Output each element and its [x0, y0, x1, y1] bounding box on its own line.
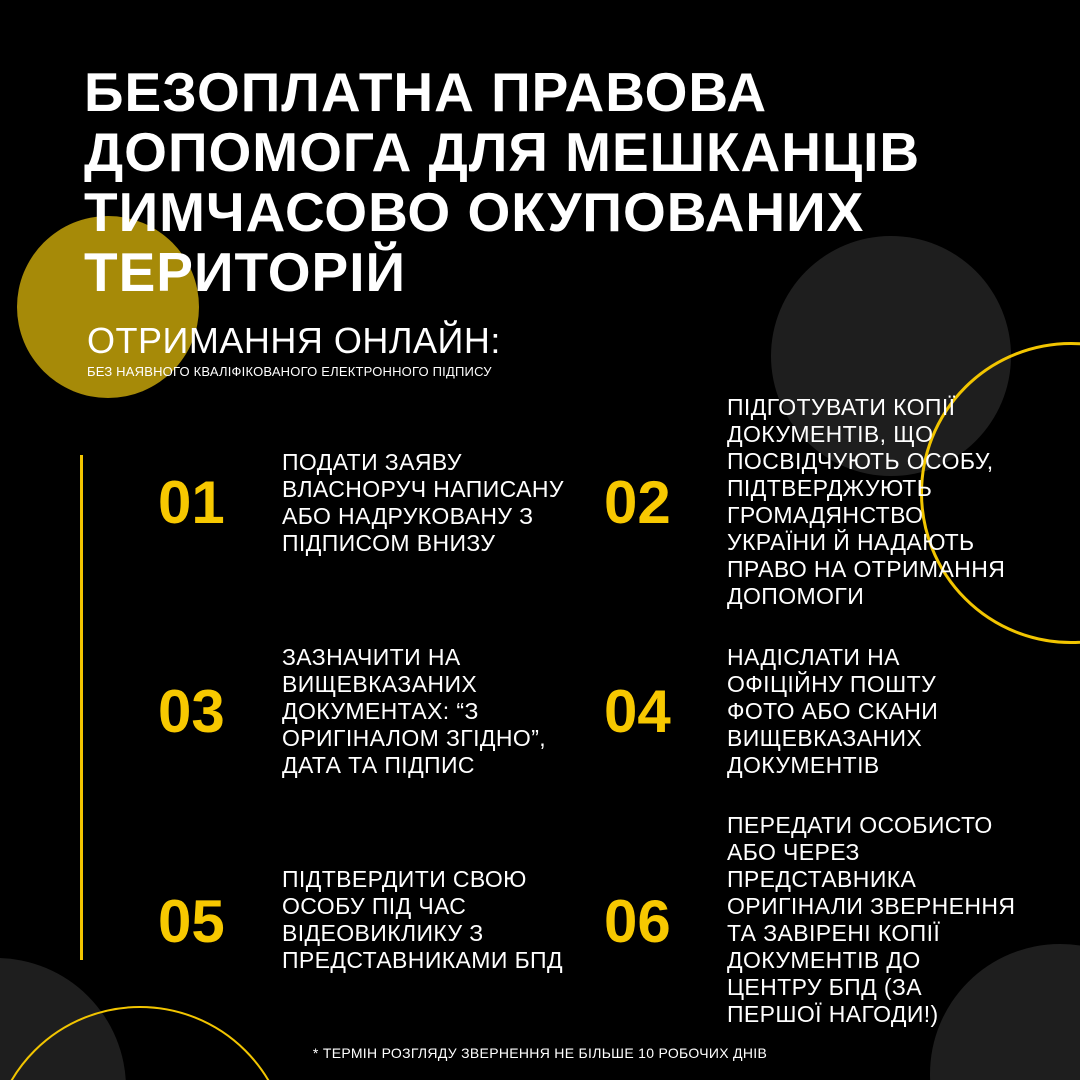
title-line: БЕЗОПЛАТНА ПРАВОВА	[84, 61, 768, 123]
step-text-line: ПІДТВЕРДИТИ СВОЮ	[282, 866, 527, 892]
step-text-line: ПОДАТИ ЗАЯВУ	[282, 449, 462, 475]
step-number: 02	[604, 469, 671, 536]
step-text	[727, 644, 1037, 779]
step-text-line: АБО НАДРУКОВАНУ З	[282, 503, 534, 529]
step-text-line: АБО ЧЕРЕЗ	[727, 839, 860, 865]
step-text-line: ЦЕНТРУ БПД (ЗА	[727, 974, 922, 1000]
step-text-line: ПЕРЕДАТИ ОСОБИСТО	[727, 812, 993, 838]
step-text-line: ДОКУМЕНТІВ, ЩО	[727, 421, 934, 447]
title-line: ДОПОМОГА ДЛЯ МЕШКАНЦІВ	[84, 121, 921, 183]
step-text-line: ПОСВІДЧУЮТЬ ОСОБУ,	[727, 448, 994, 474]
step-text-line: ДОКУМЕНТАХ: “З	[282, 698, 479, 724]
step-text-line: ПРЕДСТАВНИКАМИ БПД	[282, 947, 563, 973]
step-number: 04	[604, 678, 671, 745]
step-text-line: ПРЕДСТАВНИКА	[727, 866, 917, 892]
step-text-line: ОРИГІНАЛОМ ЗГІДНО”,	[282, 725, 547, 751]
title-line: ТЕРИТОРІЙ	[84, 241, 407, 303]
step-text-line: ТА ЗАВІРЕНІ КОПІЇ	[727, 920, 941, 946]
timeline-line	[80, 455, 83, 960]
step-text	[727, 812, 1037, 1028]
step-text-line: УКРАЇНИ Й НАДАЮТЬ	[727, 529, 975, 555]
step-text-line: ПРАВО НА ОТРИМАННЯ	[727, 556, 1006, 582]
step-text	[727, 394, 1037, 610]
step-number: 06	[604, 888, 671, 955]
step-text-line: ФОТО АБО СКАНИ	[727, 698, 939, 724]
footnote: * ТЕРМІН РОЗГЛЯДУ ЗВЕРНЕННЯ НЕ БІЛЬШЕ 10 РОБОЧИХ ДНІВ	[312, 1045, 768, 1061]
step-text-line: ОСОБУ ПІД ЧАС	[282, 893, 467, 919]
step-text-line: ДОПОМОГИ	[727, 583, 865, 609]
step-text-line: ПІДГОТУВАТИ КОПІЇ	[727, 394, 956, 420]
step-text	[282, 866, 592, 974]
subtitle: ОТРИМАННЯ ОНЛАЙН:	[87, 320, 501, 361]
step-text-line: ОФІЦІЙНУ ПОШТУ	[727, 671, 937, 697]
page-title	[84, 62, 1044, 302]
step-text	[282, 644, 592, 779]
step-text-line: ВІДЕОВИКЛИКУ З	[282, 920, 484, 946]
step-number: 03	[158, 678, 225, 745]
step-text-line: ДАТА ТА ПІДПИС	[282, 752, 475, 778]
step-text-line: ВИЩЕВКАЗАНИХ	[727, 725, 923, 751]
step-text-line: НАДІСЛАТИ НА	[727, 644, 900, 670]
step-text-line: ВИЩЕВКАЗАНИХ	[282, 671, 478, 697]
step-text-line: ПІДПИСОМ ВНИЗУ	[282, 530, 496, 556]
step-text-line: ПЕРШОЇ НАГОДИ!)	[727, 1001, 939, 1027]
step-text-line: ОРИГІНАЛИ ЗВЕРНЕННЯ	[727, 893, 1016, 919]
subtitle-note: БЕЗ НАЯВНОГО КВАЛІФІКОВАНОГО ЕЛЕКТРОННОГО ПІДПИСУ	[87, 364, 492, 379]
step-text	[282, 449, 592, 557]
title-line: ТИМЧАСОВО ОКУПОВАНИХ	[84, 181, 865, 243]
step-number: 05	[158, 888, 225, 955]
step-text-line: ГРОМАДЯНСТВО	[727, 502, 924, 528]
step-number: 01	[158, 469, 225, 536]
step-text-line: ВЛАСНОРУЧ НАПИСАНУ	[282, 476, 564, 502]
step-text-line: ПІДТВЕРДЖУЮТЬ	[727, 475, 933, 501]
step-text-line: ЗАЗНАЧИТИ НА	[282, 644, 461, 670]
step-text-line: ДОКУМЕНТІВ ДО	[727, 947, 921, 973]
step-text-line: ДОКУМЕНТІВ	[727, 752, 880, 778]
